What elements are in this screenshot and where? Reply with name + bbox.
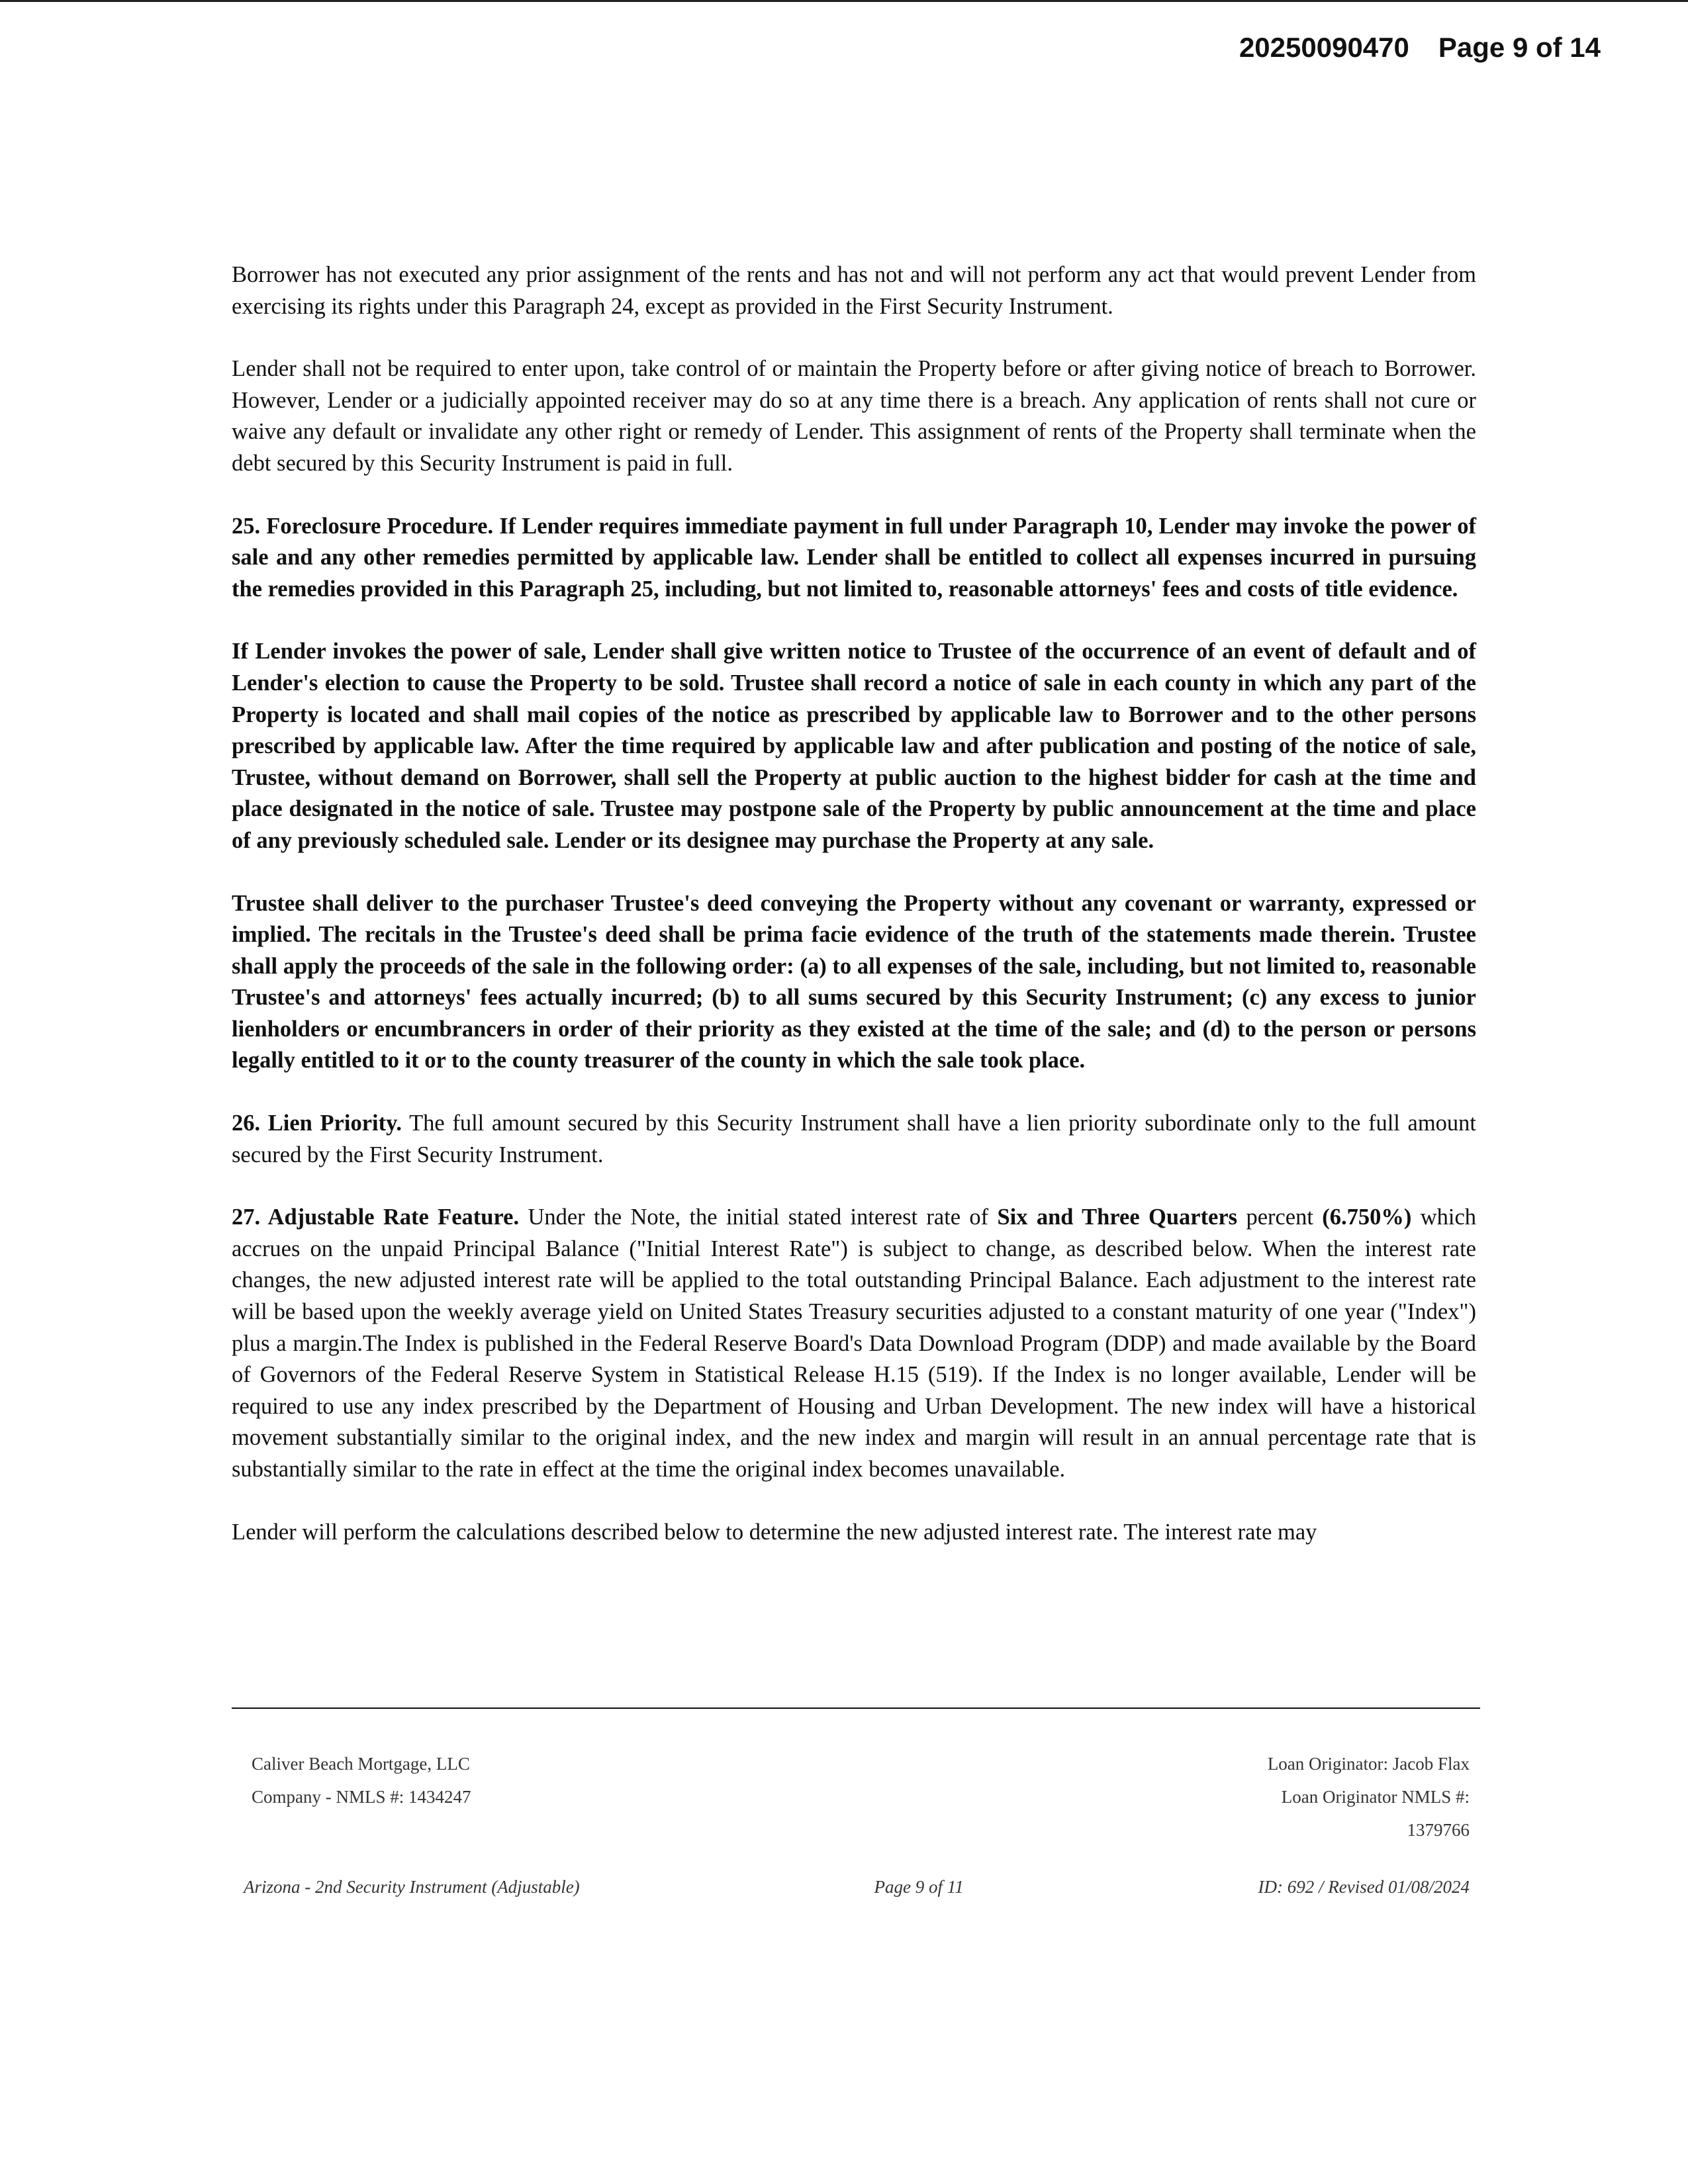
document-body: [232, 259, 1476, 1548]
lien-priority-heading: 26. Lien Priority.: [232, 1111, 402, 1136]
adjustable-rate-heading: 27. Adjustable Rate Feature.: [232, 1205, 520, 1230]
loan-originator: Loan Originator: Jacob Flax: [1267, 1754, 1470, 1774]
paragraph-adjustable-rate: [232, 1202, 1476, 1485]
footer-divider: [232, 1707, 1480, 1709]
form-id: ID: 692 / Revised 01/08/2024: [1258, 1877, 1470, 1897]
page-indicator: Page 9 of 14: [1438, 32, 1601, 63]
paragraph-lien-priority: [232, 1108, 1476, 1171]
adjustable-rate-text-a: Under the Note, the initial stated interest rate of: [528, 1205, 989, 1230]
paragraph-trustee-deed: Trustee shall deliver to the purchaser Trustee's deed conveying the Property without any covenant or warranty, expressed or implied. The recitals in the Trustee's deed shall be prima facie evidence of the truth of the statements made therein. Trustee shall apply the proceeds of the sale in the following order: (a) to all expenses of the sale, including, but not limited to, reasonable Trustee's and attorneys' fees actually incurred; (b) to all sums secured by this Security Instrument; (c) any excess to junior lienholders or encumbrancers in order of their priority as they existed at the time of the sale; and (d) to the person or persons legally entitled to it or to the county treasurer of the county in which the sale took place.: [232, 890, 1476, 1073]
originator-nmls-number: 1379766: [1407, 1820, 1470, 1840]
form-page-number: Page 9 of 11: [874, 1877, 964, 1897]
footer-originator-info: [1192, 1747, 1470, 1846]
paragraph-lender-control: Lender shall not be required to enter upon, take control of or maintain the Property before or after giving notice of breach to Borrower. However, Lender or a judicially appointed receiver may do so at any time there is a breach. Any application of rents shall not cure or waive any default or invalidate any other right or remedy of Lender. This assignment of rents of the Property shall terminate when the debt secured by this Security Instrument is paid in full.: [232, 356, 1476, 476]
adjustable-rate-text-b: percent: [1246, 1205, 1313, 1230]
lien-priority-text: The full amount secured by this Security Instrument shall have a lien priority subordinate only to the full amount secured by the First Security Instrument.: [232, 1111, 1476, 1167]
company-name: Caliver Beach Mortgage, LLC: [252, 1754, 470, 1774]
rate-in-words: Six and Three Quarters: [997, 1205, 1238, 1230]
adjustable-rate-text-c: which accrues on the unpaid Principal Balance ("Initial Interest Rate") is subject to change, as described below. When the interest rate changes, the new adjusted interest rate will be applied to the total outstanding Principal Balance. Each adjustment to the interest rate will be based upon the weekly average yield on United States Treasury securities adjusted to a constant maturity of one year ("Index") plus a margin.The Index is published in the Federal Reserve Board's Data Download Program (DDP) and made available by the Board of Governors of the Federal Reserve System in Statistical Release H.15 (519). If the Index is no longer available, Lender will be required to use any index prescribed by the Department of Housing and Urban Development. The new index will have a historical movement substantially similar to the original index, and the new index and margin will result in an annual percentage rate that is substantially similar to the rate in effect at the time the original index becomes unavailable.: [232, 1205, 1477, 1482]
paragraph-rents-assignment: Borrower has not executed any prior assignment of the rents and has not and will not perform any act that would prevent Lender from exercising its rights under this Paragraph 24, except as provided in the First Security Instrument.: [232, 262, 1476, 319]
rate-in-numbers: (6.750%): [1322, 1205, 1412, 1230]
document-number: 20250090470: [1239, 32, 1409, 63]
paragraph-power-of-sale: If Lender invokes the power of sale, Lender shall give written notice to Trustee of the occurrence of an event of default and of Lender's election to cause the Property to be sold. Trustee shall record a notice of sale in each county in which any part of the Property is located and shall mail copies of the notice as prescribed by applicable law to Borrower and to the other persons prescribed by applicable law. After the time required by applicable law and after publication and posting of the notice of sale, Trustee, without demand on Borrower, shall sell the Property at public auction to the highest bidder for cash at the time and place designated in the notice of sale. Trustee may postpone sale of the Property by public announcement at the time and place of any previously scheduled sale. Lender or its designee may purchase the Property at any sale.: [232, 639, 1476, 853]
top-border: [0, 0, 1688, 2]
footer-company-info: [252, 1747, 471, 1813]
originator-nmls-label: Loan Originator NMLS #:: [1281, 1787, 1470, 1807]
company-nmls: Company - NMLS #: 1434247: [252, 1787, 471, 1807]
form-name: Arizona - 2nd Security Instrument (Adjustable): [244, 1877, 580, 1897]
paragraph-calculations: Lender will perform the calculations described below to determine the new adjusted interest rate. The interest rate may: [232, 1519, 1317, 1545]
form-footer: [244, 1877, 1470, 1897]
paragraph-foreclosure-procedure: 25. Foreclosure Procedure. If Lender requires immediate payment in full under Paragraph 10, Lender may invoke the power of sale and any other remedies permitted by applicable law. Lender shall be entitled to collect all expenses incurred in pursuing the remedies provided in this Paragraph 25, including, but not limited to, reasonable attorneys' fees and costs of title evidence.: [232, 513, 1476, 602]
page-header: [1239, 32, 1601, 64]
